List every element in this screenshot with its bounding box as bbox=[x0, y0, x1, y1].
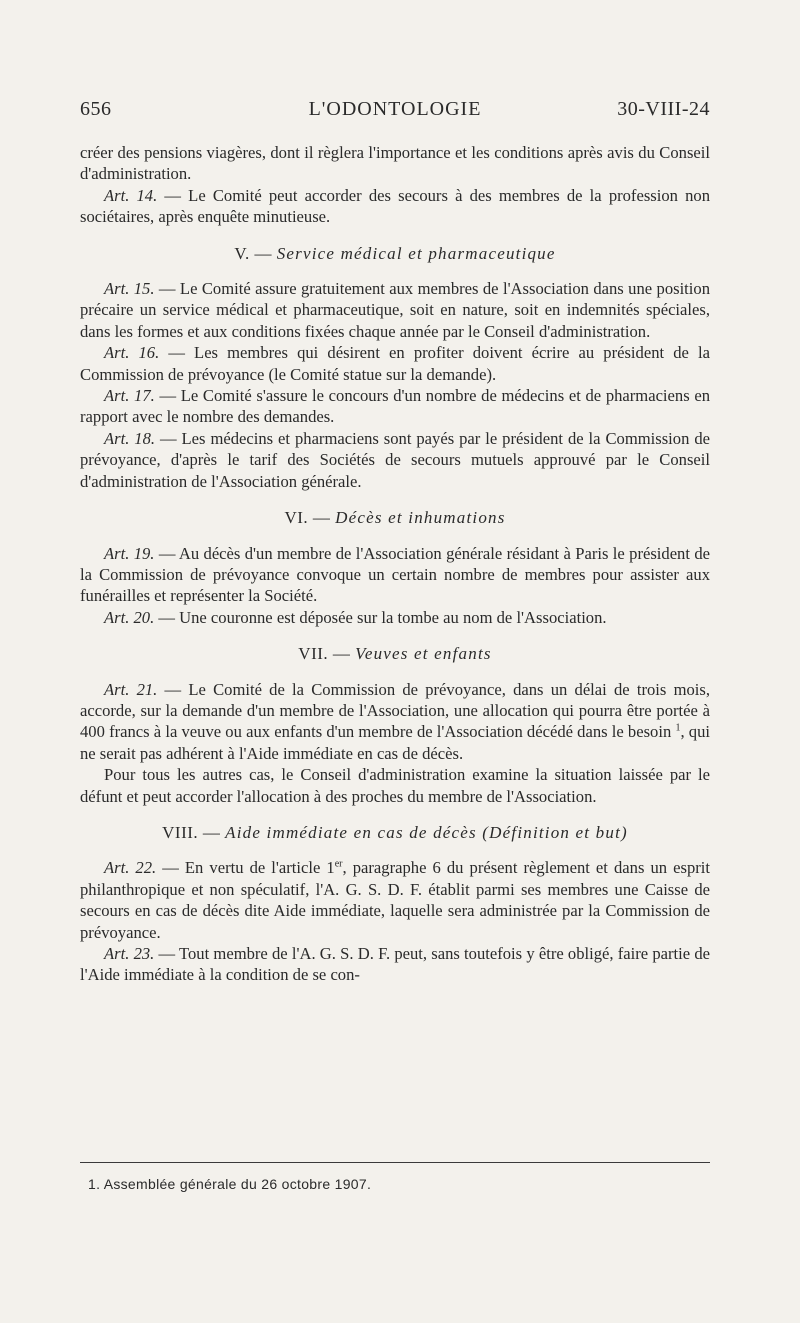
article-label: Art. 19. bbox=[104, 543, 155, 563]
section-number: VII. — bbox=[298, 644, 356, 664]
article-text-continued: , paragraphe 6 du présent règlement et dans un esprit philanthropique et non spéculatif, l'A. G. S. D. F. établit parmi ses membres une Caisse de secours en cas de décès dite Aide immédiate, laquelle sera administrée par la Commission de prévoyance. bbox=[80, 858, 710, 942]
section-heading-viii bbox=[80, 822, 710, 843]
article-22 bbox=[80, 857, 710, 943]
article-label: Art. 17. bbox=[104, 386, 155, 406]
article-15 bbox=[80, 278, 710, 342]
article-text: — Le Comité peut accorder des secours à des membres de la profession non sociétaires, après enquête minutieuse. bbox=[80, 185, 710, 227]
article-17 bbox=[80, 385, 710, 428]
footnote-divider bbox=[80, 1162, 710, 1163]
article-label: Art. 20. bbox=[104, 607, 155, 627]
article-23 bbox=[80, 943, 710, 986]
article-16 bbox=[80, 342, 710, 385]
section-number: V. — bbox=[234, 243, 277, 263]
article-label: Art. 14. bbox=[104, 185, 158, 205]
article-label: Art. 15. bbox=[104, 279, 155, 299]
article-label: Art. 21. bbox=[104, 679, 158, 699]
footnote: 1. Assemblée générale du 26 octobre 1907. bbox=[88, 1176, 372, 1192]
footnote-reference: 1 bbox=[675, 722, 681, 734]
article-label: Art. 18. bbox=[104, 428, 156, 448]
paragraph-continuation bbox=[80, 142, 710, 185]
article-text: — Le Comité assure gratuitement aux membres de l'Association dans une position précaire un service médical et pharmaceutique, soit en nature, soit en indemnités spéciales, dans les formes et aux conditions fixées chaque année par le Conseil d'administration. bbox=[80, 279, 710, 341]
article-label: Art. 23. bbox=[104, 944, 155, 963]
section-number: VIII. — bbox=[162, 822, 226, 842]
article-text: — En vertu de l'article 1 bbox=[156, 858, 335, 878]
paragraph-text: créer des pensions viagères, dont il règlera l'importance et les conditions après avis du Conseil d'administration. bbox=[80, 143, 710, 184]
section-number: VI. — bbox=[284, 508, 336, 528]
section-heading-v bbox=[80, 243, 710, 264]
section-title: Service médical et pharmaceutique bbox=[276, 243, 556, 263]
superscript-er: er bbox=[334, 858, 343, 870]
article-text: — Le Comité s'assure le concours d'un nombre de médecins et de pharmaciens en rapport avec le nombre des demandes. bbox=[80, 386, 711, 427]
page-number: 656 bbox=[80, 98, 112, 120]
article-19 bbox=[80, 543, 710, 607]
section-heading-vii bbox=[80, 643, 710, 664]
section-heading-vi bbox=[80, 507, 710, 528]
article-text-continued: , qui ne serait pas adhérent à l'Aide immédiate en cas de décès. bbox=[80, 722, 710, 763]
issue-date: 30-VIII-24 bbox=[617, 98, 710, 120]
article-body bbox=[80, 142, 710, 986]
article-14 bbox=[80, 185, 710, 228]
article-label: Art. 16. bbox=[104, 343, 160, 363]
article-21 bbox=[80, 679, 710, 765]
article-text: — Au décès d'un membre de l'Association générale résidant à Paris le président de la Commission de prévoyance convoque un certain nombre de membres pour assister aux funérailles et représenter la Société. bbox=[80, 543, 710, 606]
section-title: Décès et inhumations bbox=[335, 508, 506, 528]
section-title: Veuves et enfants bbox=[355, 644, 492, 664]
paragraph-pour-tous bbox=[80, 764, 710, 807]
running-header bbox=[80, 98, 710, 128]
article-text: — Les médecins et pharmaciens sont payés par le président de la Commission de prévoyance, d'après le tarif des Sociétés de secours mutuels approuvé par le Conseil d'administration de l'Association générale. bbox=[80, 428, 710, 491]
article-text: — Le Comité de la Commission de prévoyance, dans un délai de trois mois, accorde, sur la demande d'un membre de l'Association, une allocation qui pourra être portée à 400 francs à la veuve ou aux enfants d'un membre de l'Association décédé dans le besoin bbox=[80, 679, 711, 742]
journal-title: L'ODONTOLOGIE bbox=[308, 98, 482, 120]
paragraph-text: Pour tous les autres cas, le Conseil d'administration examine la situation laissée par le défunt et peut accorder l'allocation à des proches du membre de l'Association. bbox=[80, 765, 710, 806]
section-title: Aide immédiate en cas de décès (Définition et but) bbox=[225, 822, 628, 842]
article-label: Art. 22. bbox=[104, 858, 157, 878]
article-text: — Une couronne est déposée sur la tombe au nom de l'Association. bbox=[154, 607, 607, 627]
article-20 bbox=[80, 607, 710, 628]
article-text: — Tout membre de l'A. G. S. D. F. peut, sans toutefois y être obligé, faire partie de l'Aide immédiate à la condition de se con- bbox=[80, 944, 710, 985]
page-content bbox=[80, 98, 710, 986]
article-18 bbox=[80, 428, 710, 492]
article-text: — Les membres qui désirent en profiter doivent écrire au président de la Commission de prévoyance (le Comité statue sur la demande). bbox=[80, 343, 710, 384]
